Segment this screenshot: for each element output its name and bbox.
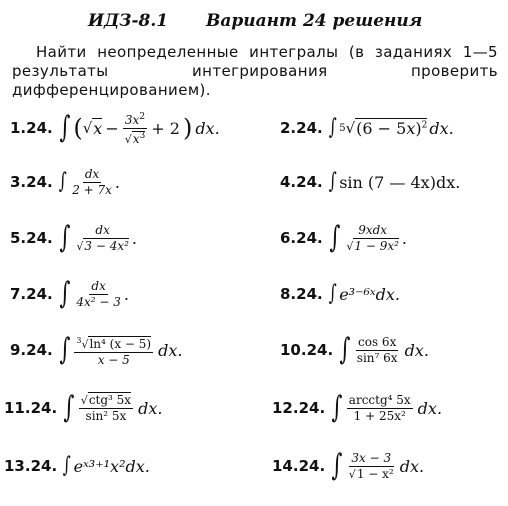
instructions-text: Найти неопределенные интегралы (в заданиях 1—5 результаты интегрирования проверить дифференцированием). xyxy=(12,43,498,99)
problem-number: 4.24. xyxy=(280,173,323,191)
problem-1 xyxy=(10,100,260,156)
problem-7 xyxy=(10,266,260,322)
problem-expression: ∫ 5 √ $(6 - 5x)^2$ dx. xyxy=(328,115,454,140)
integral-sign: ∫ xyxy=(59,276,71,311)
problem-number: 5.24. xyxy=(10,229,53,247)
problem-expression: ∫ $\frac{dx}{2 + 7x}$ . xyxy=(58,166,121,197)
problem-number: 2.24. xyxy=(280,119,323,137)
problem-4 xyxy=(280,154,508,210)
problem-2 xyxy=(280,100,508,156)
problem-9 xyxy=(10,322,260,378)
fraction: $\frac{^3√\ln^4 (x - 5)}{x - 5}$ xyxy=(74,333,153,368)
fraction: $\frac{\text{9xdx}}{\text{√1 − 9x²}}$ xyxy=(346,222,399,253)
problem-14 xyxy=(272,438,508,494)
integral-sign: ∫ xyxy=(331,448,343,483)
problem-3 xyxy=(10,154,260,210)
problem-number: 7.24. xyxy=(10,285,53,303)
problem-expression: ∫ $\frac{\cos 6x}{\text{sin⁷ 6x}}$ dx. xyxy=(339,332,429,367)
integral-sign: ∫ xyxy=(62,453,71,478)
problem-expression: ∫ $\frac{\text{√ctg³ 5x}}{\text{sin² 5x}}$ dx. xyxy=(63,390,163,425)
integral-sign: ∫ xyxy=(59,220,71,255)
integral-sign: ∫ xyxy=(58,169,67,194)
problem-expression: ∫ ( √ x − $\frac{3x^2}{√x^3}$ + 2 ) dx. xyxy=(59,110,220,146)
integral-sign: ∫ xyxy=(328,115,337,140)
problem-number: 14.24. xyxy=(272,457,326,475)
integral-sign: ∫ xyxy=(59,332,71,367)
integral-sign: ∫ xyxy=(63,390,75,425)
fraction: $\frac{\text{arcctg⁴ 5x}}{\text{1 + 25x²}}$ xyxy=(348,392,411,423)
integral-sign: ∫ xyxy=(328,281,337,306)
integral-sign: ∫ xyxy=(339,332,351,367)
problem-number: 11.24. xyxy=(4,399,58,417)
problem-expression: ∫ $\frac{dx}{\text{√3 − 4x²}}$ . xyxy=(59,220,137,255)
problem-number: 12.24. xyxy=(272,399,326,417)
problem-number: 1.24. xyxy=(10,119,53,137)
problem-8 xyxy=(280,266,508,322)
problem-expression: ∫ e³⁻⁶ˣdx. xyxy=(328,281,400,306)
problem-expression: ∫ $\frac{dx}{\text{4x² − 3}}$ . xyxy=(59,276,129,311)
problem-number: 10.24. xyxy=(280,341,334,359)
integral-sign: ∫ xyxy=(59,110,71,145)
problem-expression: ∫ $\frac{\text{9xdx}}{\text{√1 − 9x²}}$ . xyxy=(329,220,407,255)
variant-title: Вариант 24 решения xyxy=(206,11,423,31)
problem-6 xyxy=(280,210,508,266)
fraction: $\frac{dx}{\text{4x² − 3}}$ xyxy=(76,278,121,309)
fraction: $\frac{3x - 3}{\text{√1 − x²}}$ xyxy=(348,450,394,481)
integral-sign: ∫ xyxy=(329,220,341,255)
problem-expression: ∫ $\frac{^3√\ln^4 (x - 5)}{x - 5}$ dx. xyxy=(59,332,183,367)
fraction: $\frac{dx}{2 + 7x}$ xyxy=(72,166,112,197)
problem-expression: ∫ eˣ³⁺¹x²dx. xyxy=(62,453,150,478)
assignment-code: ИДЗ-8.1 xyxy=(88,11,169,31)
fraction: $\frac{\cos 6x}{\text{sin⁷ 6x}}$ xyxy=(356,334,398,365)
problem-expression: ∫ $\frac{\text{arcctg⁴ 5x}}{\text{1 + 25x²}}$ dx. xyxy=(331,390,443,425)
integral-sign: ∫ xyxy=(328,169,337,194)
problem-number: 8.24. xyxy=(280,285,323,303)
problem-13 xyxy=(4,438,254,494)
problem-12 xyxy=(272,380,508,436)
fraction: $\frac{3x^2}{√x^3}$ xyxy=(124,111,146,146)
problem-number: 6.24. xyxy=(280,229,323,247)
problem-expression: ∫ sin (7 — 4x)dx. xyxy=(328,169,461,194)
problem-number: 13.24. xyxy=(4,457,58,475)
problem-5 xyxy=(10,210,260,266)
problem-expression: ∫ $\frac{3x - 3}{\text{√1 − x²}}$ dx. xyxy=(331,448,425,483)
fraction: $\frac{\text{√ctg³ 5x}}{\text{sin² 5x}}$ xyxy=(80,392,132,423)
problem-10 xyxy=(280,322,508,378)
worksheet-header xyxy=(0,11,508,35)
problem-number: 9.24. xyxy=(10,341,53,359)
problem-number: 3.24. xyxy=(10,173,53,191)
fraction: $\frac{dx}{\text{√3 − 4x²}}$ xyxy=(76,222,129,253)
problem-11 xyxy=(4,380,254,436)
integral-sign: ∫ xyxy=(331,390,343,425)
